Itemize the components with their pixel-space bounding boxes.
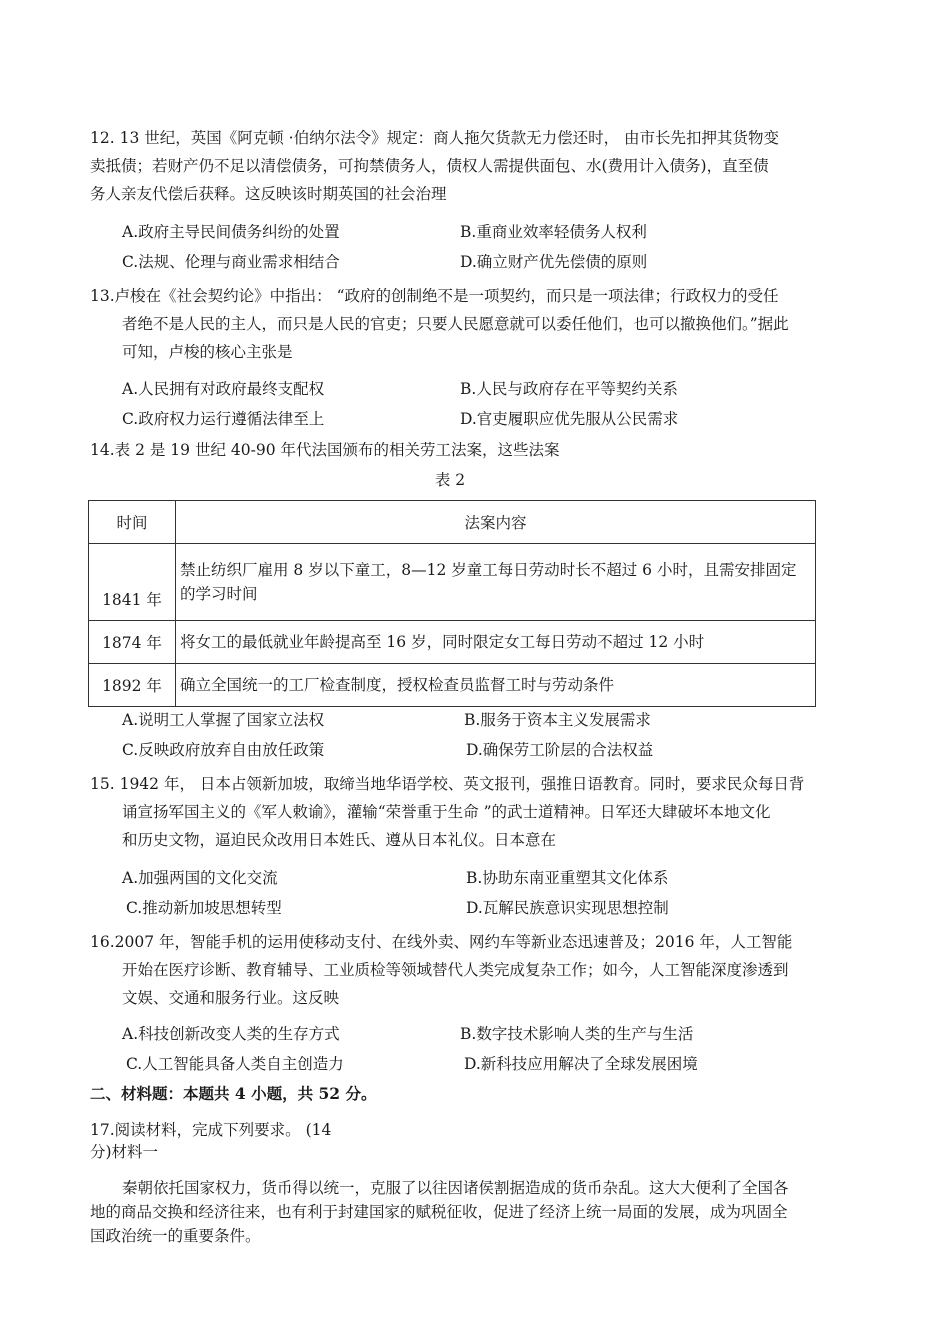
table-row <box>89 544 816 621</box>
q15-stem-line-3: 和历史文物，逼迫民众改用日本姓氏、遵从日本礼仪。日本意在 <box>122 831 557 849</box>
q16-stem-line-3: 文娱、交通和服务行业。这反映 <box>122 989 340 1007</box>
table-caption: 表 2 <box>434 471 466 489</box>
q17-material-line-2: 地的商品交换和经济往来，也有利于封建国家的赋税征收，促进了经济上统一局面的发展，成为巩固全 <box>90 1203 788 1221</box>
q14-option-b: B.服务于资本主义发展需求 <box>464 711 651 729</box>
q16-stem-line-1: 16.2007 年，智能手机的运用使移动支付、在线外卖、网约车等新业态迅速普及；2016 年，人工智能 <box>90 933 793 951</box>
header-content: 法案内容 <box>176 501 816 544</box>
q13-option-d: D.官吏履职应优先服从公民需求 <box>460 410 679 428</box>
q13-option-b: B.人民与政府存在平等契约关系 <box>460 380 678 398</box>
q12-stem-line-2: 卖抵债；若财产仍不足以清偿债务，可拘禁债务人，债权人需提供面包、水(费用计入债务)，直至债 <box>90 157 769 175</box>
q14-option-c: C.反映政府放弃自由放任政策 <box>122 741 325 759</box>
row-content: 禁止纺织厂雇用 8 岁以下童工，8—12 岁童工每日劳动时长不超过 6 小时，且需安排固定的学习时间 <box>176 544 816 621</box>
q14-option-d: D.确保劳工阶层的合法权益 <box>466 741 654 759</box>
q13-stem-line-3: 可知，卢梭的核心主张是 <box>122 343 293 361</box>
q17-material-line-1: 秦朝依托国家权力，货币得以统一，克服了以往因诸侯割据造成的货币杂乱。这大大便利了全国各 <box>122 1179 789 1197</box>
row-content: 确立全国统一的工厂检查制度，授权检查员监督工时与劳动条件 <box>176 664 816 707</box>
q15-option-c: C.推动新加坡思想转型 <box>126 899 282 917</box>
q12-option-c: C.法规、伦理与商业需求相结合 <box>122 253 340 271</box>
table-header-row <box>89 501 816 544</box>
q12-option-b: B.重商业效率轻债务人权利 <box>460 223 647 241</box>
row-year: 1874 年 <box>89 621 176 664</box>
q12-stem-line-1: 12. 13 世纪，英国《阿克顿 ·伯纳尔法令》规定：商人拖欠货款无力偿还时， 由市长先扣押其货物变 <box>90 129 780 147</box>
labor-law-table <box>88 500 816 707</box>
q13-stem-line-2: 者绝不是人民的主人，而只是人民的官吏；只要人民愿意就可以委任他们，也可以撤换他们。”据此 <box>122 315 789 333</box>
q17-intro-line-1: 17.阅读材料，完成下列要求。 (14 <box>90 1121 332 1139</box>
q16-option-a: A.科技创新改变人类的生存方式 <box>122 1025 340 1043</box>
row-content: 将女工的最低就业年龄提高至 16 岁，同时限定女工每日劳动不超过 12 小时 <box>176 621 816 664</box>
q15-stem-line-2: 诵宣扬军国主义的《军人敕谕》，灌输“荣誉重于生命 ”的武士道精神。日军还大肆破坏本地文化 <box>122 803 771 821</box>
q14-option-a: A.说明工人掌握了国家立法权 <box>122 711 325 729</box>
q13-stem-line-1: 13.卢梭在《社会契约论》中指出： “政府的创制绝不是一项契约，而只是一项法律；行政权力的受任 <box>90 287 779 305</box>
row-year: 1841 年 <box>89 544 176 621</box>
q13-option-c: C.政府权力运行遵循法律至上 <box>122 410 325 428</box>
q14-stem: 14.表 2 是 19 世纪 40-90 年代法国颁布的相关劳工法案，这些法案 <box>90 441 560 459</box>
row-year: 1892 年 <box>89 664 176 707</box>
q16-stem-line-2: 开始在医疗诊断、教育辅导、工业质检等领域替代人类完成复杂工作；如今，人工智能深度渗透到 <box>122 961 789 979</box>
q13-option-a: A.人民拥有对政府最终支配权 <box>122 380 325 398</box>
q17-material-line-3: 国政治统一的重要条件。 <box>90 1227 261 1245</box>
q12-option-d: D.确立财产优先偿债的原则 <box>460 253 648 271</box>
table-row <box>89 664 816 707</box>
q15-option-a: A.加强两国的文化交流 <box>122 869 278 887</box>
q15-option-b: B.协助东南亚重塑其文化体系 <box>466 869 669 887</box>
table-row <box>89 621 816 664</box>
q16-option-d: D.新科技应用解决了全球发展困境 <box>464 1055 698 1073</box>
header-time: 时间 <box>89 501 176 544</box>
q16-option-c: C.人工智能具备人类自主创造力 <box>126 1055 344 1073</box>
q12-option-a: A.政府主导民间债务纠纷的处置 <box>122 223 340 241</box>
q12-stem-line-3: 务人亲友代偿后获释。这反映该时期英国的社会治理 <box>90 185 447 203</box>
q15-stem-line-1: 15. 1942 年， 日本占领新加坡，取缔当地华语学校、英文报刊，强推日语教育。同时，要求民众每日背 <box>90 775 805 793</box>
q15-option-d: D.瓦解民族意识实现思想控制 <box>466 899 669 917</box>
section-heading: 二、材料题：本题共 4 小题，共 52 分。 <box>90 1084 377 1103</box>
q17-intro-line-2: 分)材料一 <box>90 1143 159 1161</box>
q16-option-b: B.数字技术影响人类的生产与生活 <box>460 1025 694 1043</box>
